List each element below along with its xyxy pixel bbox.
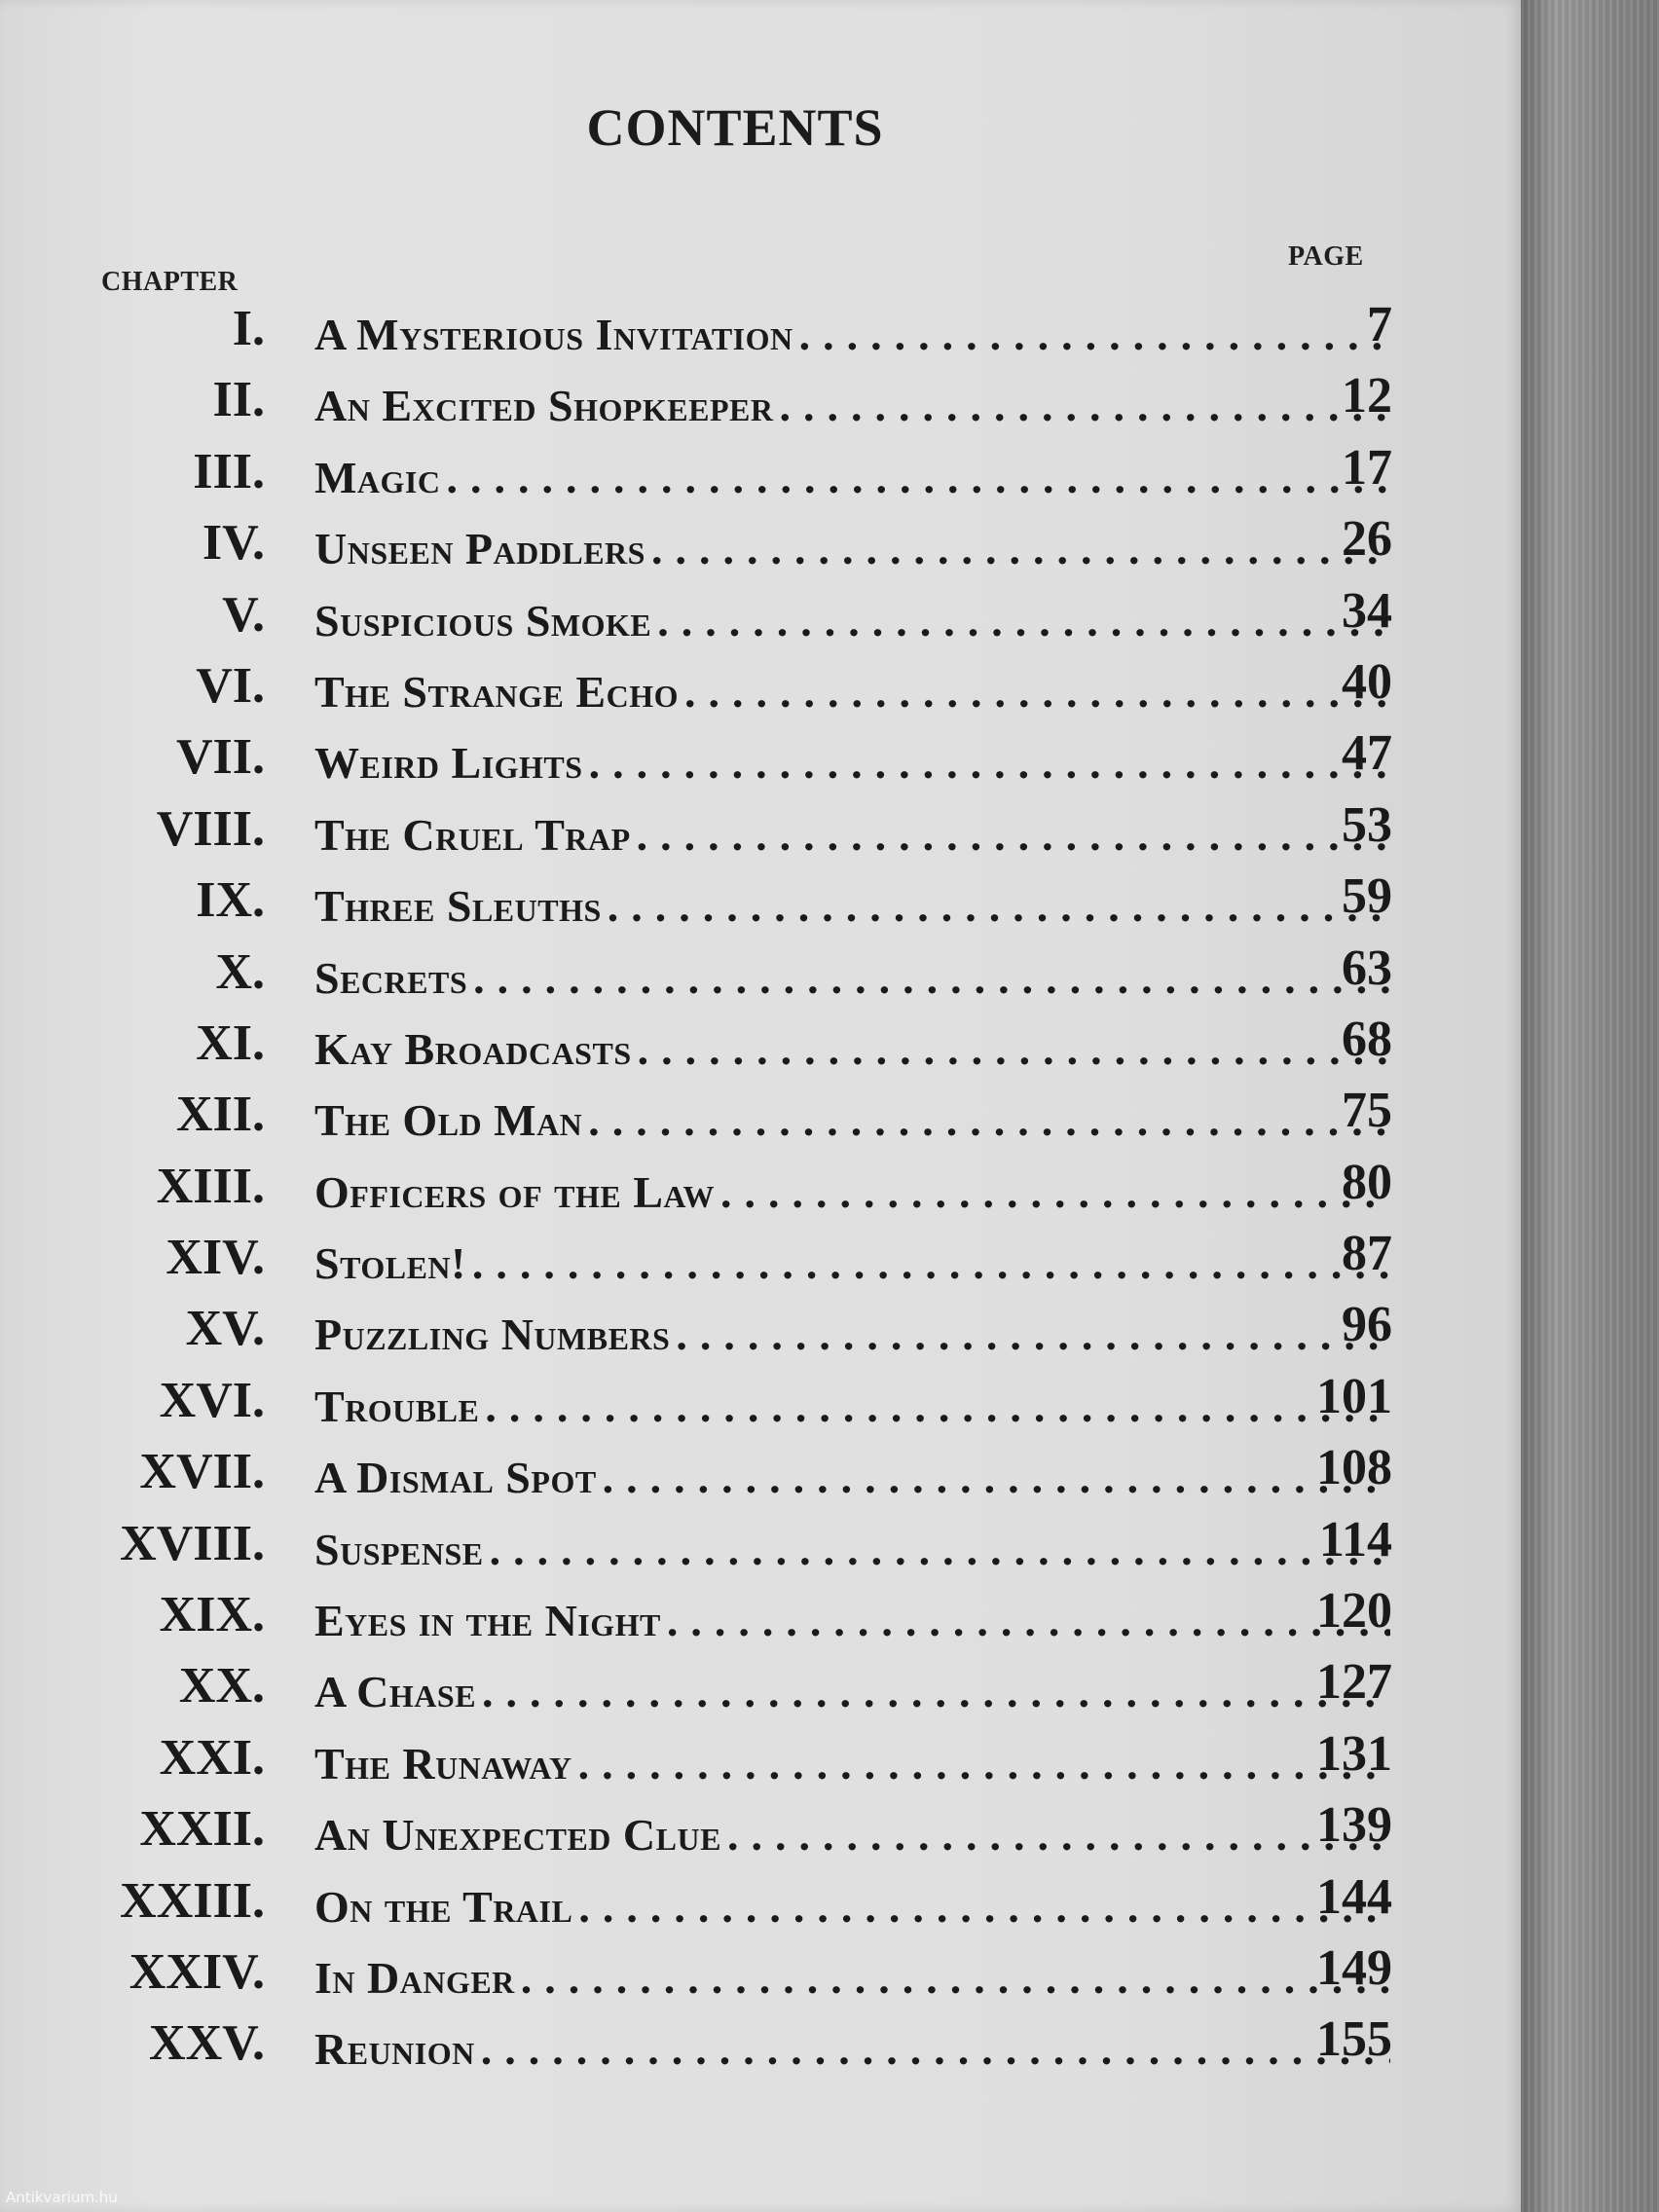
toc-row bbox=[0, 1792, 1521, 1863]
page-number: 59 bbox=[1342, 868, 1392, 925]
chapter-number: XVIII. bbox=[120, 1515, 265, 1571]
page-number: 101 bbox=[1316, 1368, 1392, 1424]
chapter-entry bbox=[314, 1020, 1394, 1075]
chapter-entry bbox=[314, 877, 1394, 932]
chapter-title: On the Trail bbox=[314, 1881, 573, 1932]
chapter-entry bbox=[314, 1806, 1394, 1861]
toc-row bbox=[0, 649, 1521, 720]
chapter-entry bbox=[314, 1449, 1394, 1503]
dot-leader bbox=[589, 737, 1390, 789]
page-number: 131 bbox=[1316, 1725, 1392, 1782]
chapter-number: II. bbox=[212, 372, 265, 428]
chapter-entry bbox=[314, 663, 1394, 718]
chapter-title: A Dismal Spot bbox=[314, 1453, 597, 1503]
chapter-number: VII. bbox=[175, 729, 265, 786]
chapter-number: I. bbox=[232, 301, 265, 356]
toc-row bbox=[0, 1007, 1521, 1078]
toc-row bbox=[0, 1364, 1521, 1435]
page-number: 17 bbox=[1342, 439, 1392, 496]
chapter-number: XIV. bbox=[166, 1230, 265, 1286]
toc-row bbox=[0, 1150, 1521, 1221]
chapter-entry bbox=[314, 1878, 1394, 1933]
dot-leader bbox=[490, 1524, 1390, 1575]
toc-row bbox=[0, 1649, 1521, 1720]
page-number: 139 bbox=[1316, 1797, 1392, 1854]
chapter-title: Kay Broadcasts bbox=[314, 1023, 632, 1074]
toc-row bbox=[0, 2007, 1521, 2078]
chapter-title: Three Sleuths bbox=[314, 881, 602, 932]
chapter-title: In Danger bbox=[314, 1952, 515, 2003]
toc-row bbox=[0, 1221, 1521, 1292]
toc-row bbox=[0, 1864, 1521, 1936]
chapter-entry bbox=[314, 1091, 1394, 1146]
chapter-entry bbox=[314, 1235, 1394, 1289]
chapter-entry bbox=[314, 2020, 1394, 2075]
toc-row bbox=[0, 793, 1521, 864]
toc-row bbox=[0, 1936, 1521, 2007]
toc-row bbox=[0, 1292, 1521, 1363]
chapter-entry bbox=[314, 592, 1394, 646]
chapter-entry bbox=[314, 1378, 1394, 1432]
page-number: 26 bbox=[1342, 511, 1392, 568]
page-number: 155 bbox=[1316, 2011, 1392, 2068]
page-number: 96 bbox=[1342, 1297, 1392, 1353]
chapter-number: XIX. bbox=[159, 1587, 265, 1643]
page-column-heading: PAGE bbox=[1288, 241, 1364, 272]
page-number: 75 bbox=[1342, 1083, 1392, 1139]
chapter-number: IV. bbox=[202, 515, 265, 571]
dot-leader bbox=[578, 1881, 1390, 1933]
dot-leader bbox=[799, 309, 1390, 360]
chapter-number: XV. bbox=[185, 1301, 265, 1357]
dot-leader bbox=[482, 1666, 1390, 1717]
chapter-title: The Cruel Trap bbox=[314, 809, 631, 860]
chapter-title: A Mysterious Invitation bbox=[314, 310, 793, 359]
chapter-number: XXV. bbox=[149, 2015, 265, 2072]
chapter-number: XX. bbox=[178, 1658, 265, 1714]
dot-leader bbox=[667, 1595, 1390, 1646]
toc-row bbox=[0, 864, 1521, 935]
chapter-entry bbox=[314, 520, 1394, 574]
dot-leader bbox=[603, 1452, 1390, 1503]
chapter-title: An Excited Shopkeeper bbox=[314, 381, 774, 431]
book-binding-edge bbox=[1521, 0, 1659, 2212]
page-number: 12 bbox=[1342, 368, 1392, 424]
chapter-number: III. bbox=[193, 443, 265, 499]
chapter-entry bbox=[314, 1949, 1394, 2004]
toc-row bbox=[0, 1578, 1521, 1649]
chapter-title: Stolen! bbox=[314, 1238, 466, 1289]
chapter-title: Magic bbox=[314, 452, 441, 502]
dot-leader bbox=[472, 1237, 1390, 1289]
toc-row bbox=[0, 1435, 1521, 1506]
dot-leader bbox=[638, 1023, 1390, 1075]
page-number: 80 bbox=[1342, 1154, 1392, 1210]
page-number: 40 bbox=[1342, 653, 1392, 710]
chapter-number: XVI. bbox=[159, 1372, 265, 1428]
chapter-title: Officers of the Law bbox=[314, 1166, 715, 1217]
chapter-entry bbox=[314, 734, 1394, 789]
table-of-contents bbox=[0, 292, 1521, 2079]
toc-row bbox=[0, 578, 1521, 649]
chapter-number: IX. bbox=[196, 872, 265, 929]
chapter-title: Suspense bbox=[314, 1524, 484, 1574]
toc-row bbox=[0, 363, 1521, 434]
dot-leader bbox=[473, 952, 1390, 1004]
toc-row bbox=[0, 1078, 1521, 1149]
chapter-entry bbox=[314, 1735, 1394, 1789]
dot-leader bbox=[521, 1952, 1390, 2004]
dot-leader bbox=[608, 880, 1390, 932]
page-number: 47 bbox=[1342, 725, 1392, 782]
dot-leader bbox=[779, 380, 1390, 431]
chapter-title: Unseen Paddlers bbox=[314, 524, 645, 574]
chapter-entry bbox=[314, 1306, 1394, 1360]
chapter-number: XXII. bbox=[139, 1801, 265, 1858]
chapter-entry bbox=[314, 1592, 1394, 1646]
page-number: 149 bbox=[1316, 1939, 1392, 1996]
chapter-title: Eyes in the Night bbox=[314, 1596, 661, 1646]
page-number: 114 bbox=[1318, 1511, 1392, 1567]
toc-row bbox=[0, 506, 1521, 577]
watermark: Antikvarium.hu bbox=[6, 2189, 118, 2206]
chapter-number: X. bbox=[215, 943, 265, 1000]
chapter-title: A Chase bbox=[314, 1667, 477, 1717]
page-number: 7 bbox=[1367, 297, 1392, 352]
chapter-entry bbox=[314, 1663, 1394, 1717]
chapter-entry bbox=[314, 449, 1394, 503]
toc-row bbox=[0, 1721, 1521, 1792]
page-title: CONTENTS bbox=[586, 98, 884, 157]
chapter-entry bbox=[314, 806, 1394, 861]
chapter-title: Trouble bbox=[314, 1381, 480, 1431]
chapter-entry bbox=[314, 306, 1394, 360]
chapter-column-heading: CHAPTER bbox=[101, 267, 239, 297]
chapter-number: XXI. bbox=[159, 1729, 265, 1786]
page-number: 53 bbox=[1342, 796, 1392, 853]
chapter-title: The Runaway bbox=[314, 1738, 572, 1788]
chapter-title: The Strange Echo bbox=[314, 666, 679, 717]
chapter-title: Suspicious Smoke bbox=[314, 595, 652, 645]
toc-row bbox=[0, 720, 1521, 792]
chapter-entry bbox=[314, 949, 1394, 1004]
chapter-number: XXIII. bbox=[120, 1872, 265, 1929]
page-number: 87 bbox=[1342, 1226, 1392, 1282]
toc-row bbox=[0, 936, 1521, 1007]
toc-row bbox=[0, 1507, 1521, 1578]
dot-leader bbox=[485, 1381, 1390, 1432]
chapter-number: VIII. bbox=[156, 800, 265, 857]
page-number: 68 bbox=[1342, 1011, 1392, 1067]
dot-leader bbox=[720, 1166, 1390, 1218]
chapter-number: XI. bbox=[196, 1014, 265, 1071]
dot-leader bbox=[684, 666, 1390, 718]
chapter-number: XVII. bbox=[139, 1444, 265, 1500]
chapter-number: XXIV. bbox=[129, 1943, 265, 2000]
dot-leader bbox=[446, 452, 1390, 503]
chapter-number: V. bbox=[222, 586, 265, 643]
page-number: 127 bbox=[1316, 1654, 1392, 1711]
toc-row bbox=[0, 435, 1521, 506]
dot-leader bbox=[637, 809, 1390, 861]
toc-row bbox=[0, 292, 1521, 363]
chapter-entry bbox=[314, 1521, 1394, 1575]
chapter-number: XIII. bbox=[156, 1158, 265, 1214]
chapter-title: An Unexpected Clue bbox=[314, 1810, 721, 1861]
chapter-title: The Old Man bbox=[314, 1095, 583, 1146]
chapter-title: Secrets bbox=[314, 952, 468, 1003]
page-number: 144 bbox=[1316, 1868, 1392, 1925]
page-number: 120 bbox=[1316, 1583, 1392, 1640]
dot-leader bbox=[651, 523, 1390, 574]
dot-leader bbox=[578, 1738, 1390, 1789]
chapter-number: VI. bbox=[196, 657, 265, 714]
dot-leader bbox=[481, 2023, 1390, 2075]
dot-leader bbox=[657, 595, 1390, 646]
page-number: 63 bbox=[1342, 940, 1392, 996]
chapter-title: Puzzling Numbers bbox=[314, 1309, 671, 1360]
chapter-number: XII. bbox=[175, 1087, 265, 1143]
dot-leader bbox=[588, 1094, 1390, 1146]
dot-leader bbox=[727, 1809, 1390, 1861]
chapter-entry bbox=[314, 377, 1394, 431]
chapter-entry bbox=[314, 1163, 1394, 1218]
chapter-title: Weird Lights bbox=[314, 738, 583, 789]
page-number: 108 bbox=[1316, 1440, 1392, 1496]
page-number: 34 bbox=[1342, 582, 1392, 639]
chapter-title: Reunion bbox=[314, 2024, 475, 2075]
dot-leader bbox=[676, 1309, 1390, 1360]
